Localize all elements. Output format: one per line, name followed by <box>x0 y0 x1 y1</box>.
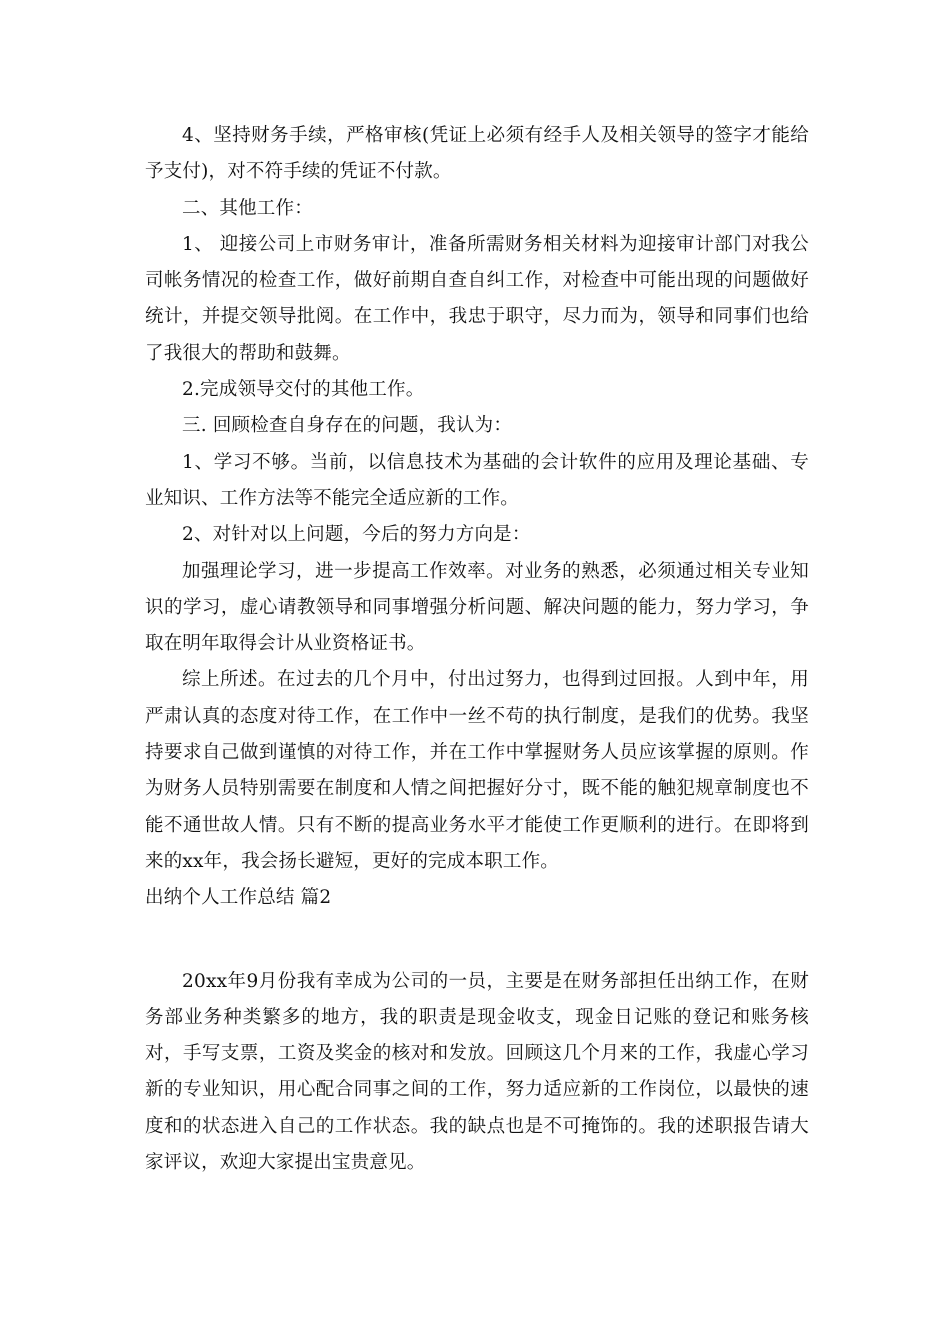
paragraph-part2-intro: 20xx年9月份我有幸成为公司的一员，主要是在财务部担任出纳工作，在财务部业务种类繁多的地方，我的职责是现金收支，现金日记账的登记和账务核对，手写支票，工资及奖金的核对和发放。回顾这几个月来的工作，我虚心学习新的专业知识，用心配合同事之间的工作，努力适应新的工作岗位，以最快的速度和的状态进入自己的工作状态。我的缺点也是不可掩饰的。我的述职报告请大家评议，欢迎大家提出宝贵意见。 <box>145 970 809 1174</box>
blank-line <box>145 917 809 964</box>
paragraph-audit: 1、 迎接公司上市财务审计，准备所需财务相关材料为迎接审计部门对我公司帐务情况的检查工作，做好前期自查自纠工作，对检查中可能出现的问题做好统计，并提交领导批阅。在工作中，我忠于职守，尽力而为，领导和同事们也给了我很大的帮助和鼓舞。 <box>145 233 809 364</box>
section-heading-other-work: 二、其他工作： <box>182 197 313 219</box>
paragraph-item-4: 4、坚持财务手续，严格审核(凭证上必须有经手人及相关领导的签字才能给予支付)，对不符手续的凭证不付款。 <box>145 125 809 183</box>
paragraph-direction: 2、对针对以上问题，今后的努力方向是： <box>182 524 531 546</box>
paragraph-summary: 综上所述。在过去的几个月中，付出过努力，也得到过回报。人到中年，用严肃认真的态度对待工作，在工作中一丝不苟的执行制度，是我们的优势。我坚持要求自己做到谨慎的对待工作，并在工作中掌握财务人员应该掌握的原则。作为财务人员特别需要在制度和人情之间把握好分寸，既不能的触犯规章制度也不能不通世故人情。只有不断的提高业务水平才能使工作更顺利的进行。在即将到来的xx年，我会扬长避短，更好的完成本职工作。 <box>145 669 809 872</box>
paragraph-insufficient-study: 1、学习不够。当前，以信息技术为基础的会计软件的应用及理论基础、专业知识、工作方法等不能完全适应新的工作。 <box>145 451 809 509</box>
article-heading: 出纳个人工作总结 篇2 <box>145 887 332 909</box>
paragraph-other-tasks: 2.完成领导交付的其他工作。 <box>182 379 425 401</box>
section-heading-review: 三. 回顾检查自身存在的问题，我认为： <box>182 415 513 437</box>
document-body <box>145 118 809 1181</box>
paragraph-strengthen-study: 加强理论学习，进一步提高工作效率。对业务的熟悉，必须通过相关专业知识的学习，虚心请教领导和同事增强分析问题、解决问题的能力，努力学习，争取在明年取得会计从业资格证书。 <box>145 560 809 655</box>
